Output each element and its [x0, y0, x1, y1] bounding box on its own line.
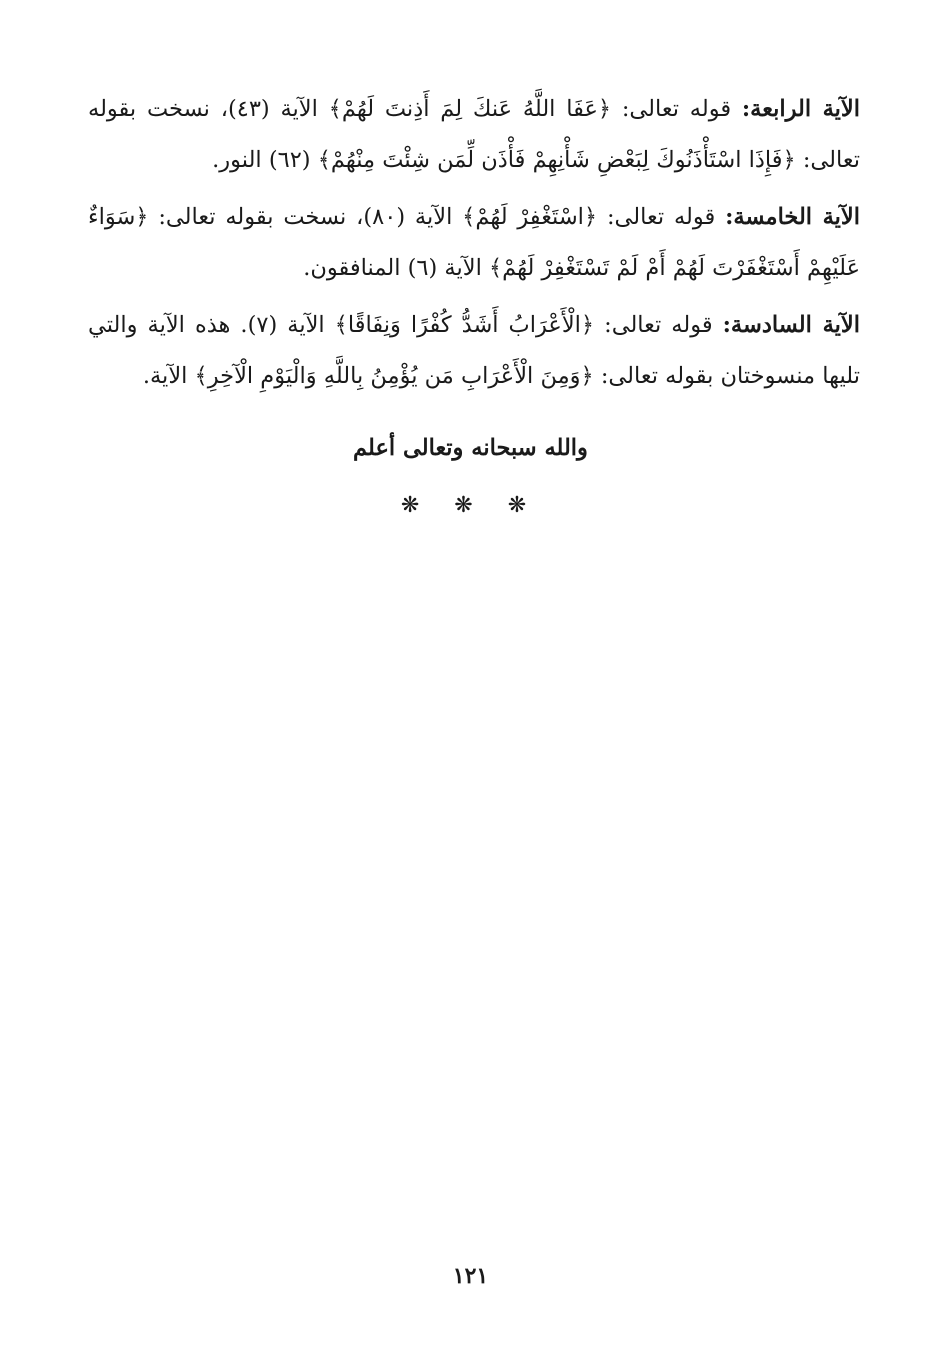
closing-phrase: والله سبحانه وتعالى أعلم: [353, 435, 588, 461]
paragraph-verse-6: [88, 300, 860, 402]
paragraph-label: الآية الرابعة:: [741, 96, 861, 122]
paragraph-verse-4: [88, 84, 860, 186]
section-separator: ❋ ❋ ❋: [400, 493, 541, 518]
paragraph-body: قوله تعالى: ﴿عَفَا اللَّهُ عَنكَ لِمَ أَذِنتَ لَهُمْ﴾ الآية (٤٣)، نسخت بقوله تعالى: ﴿فَإِذَا اسْتَأْذَنُوكَ لِبَعْضِ شَأْنِهِمْ فَأْذَن لِّمَن شِئْتَ مِنْهُمْ﴾ (٦٢) النور.: [88, 96, 860, 173]
paragraph-body: قوله تعالى: ﴿اسْتَغْفِرْ لَهُمْ﴾ الآية (٨٠)، نسخت بقوله تعالى: ﴿سَوَاءٌ عَلَيْهِمْ أَسْتَغْفَرْتَ لَهُمْ أَمْ لَمْ تَسْتَغْفِرْ لَهُمْ﴾ الآية (٦) المنافقون.: [88, 204, 860, 281]
paragraph-label: الآية السادسة:: [722, 312, 860, 338]
body-text: [88, 84, 860, 408]
page-number: ١٢١: [452, 1263, 489, 1289]
paragraph-label: الآية الخامسة:: [725, 204, 860, 230]
paragraph-verse-5: [88, 192, 860, 294]
paragraph-body: قوله تعالى: ﴿الْأَعْرَابُ أَشَدُّ كُفْرًا وَنِفَاقًا﴾ الآية (٧). هذه الآية والتي تليها منسوختان بقوله تعالى: ﴿وَمِنَ الْأَعْرَابِ مَن يُؤْمِنُ بِاللَّهِ وَالْيَوْمِ الْآخِرِ﴾ الآية.: [88, 312, 860, 389]
